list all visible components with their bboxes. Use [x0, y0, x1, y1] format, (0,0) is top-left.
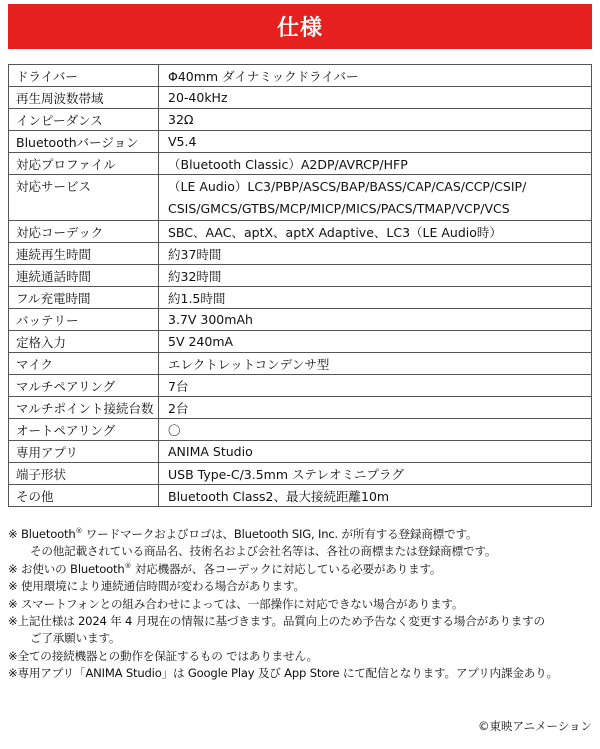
- spec-label: Bluetoothバージョン: [9, 131, 159, 153]
- spec-label: マルチポイント接続台数: [9, 397, 159, 419]
- spec-value: 32Ω: [159, 109, 592, 131]
- spec-header: [8, 4, 592, 49]
- spec-label: 対応プロファイル: [9, 153, 159, 175]
- spec-row: [9, 109, 592, 131]
- spec-value-line: CSIS/GMCS/GTBS/MCP/MICP/MICS/PACS/TMAP/VCP/VCS: [168, 200, 510, 216]
- spec-value: [159, 175, 592, 221]
- footnote-text: ※ Bluetooth: [8, 527, 76, 541]
- footnote: その他記載されている商品名、技術名および会社名等は、各社の商標または登録商標です。: [30, 544, 497, 559]
- spec-value: 7台: [159, 375, 592, 397]
- spec-label: マルチペアリング: [9, 375, 159, 397]
- spec-value: V5.4: [159, 131, 592, 153]
- spec-value: 約37時間: [159, 243, 592, 265]
- spec-row: [9, 87, 592, 109]
- spec-label: 対応コーデック: [9, 221, 159, 243]
- spec-label: 連続通話時間: [9, 265, 159, 287]
- spec-row: [9, 65, 592, 87]
- footnotes: [8, 526, 598, 683]
- spec-row: [9, 243, 592, 265]
- spec-label: バッテリー: [9, 309, 159, 331]
- footnote: ※専用アプリ「ANIMA Studio」は Google Play 及び App Store にて配信となります。アプリ内課金あり。: [8, 666, 558, 681]
- spec-row: [9, 131, 592, 153]
- spec-value: Φ40mm ダイナミックドライバー: [159, 65, 592, 87]
- spec-value: 5V 240mA: [159, 331, 592, 353]
- footnote-text: ワードマークおよびロゴは、Bluetooth SIG, Inc. が所有する登録商標です。: [82, 527, 478, 541]
- spec-value: エレクトレットコンデンサ型: [159, 353, 592, 375]
- footnote: ご了承願います。: [30, 631, 121, 646]
- registered-mark: ®: [75, 527, 83, 536]
- footnote: [8, 526, 598, 543]
- spec-value: （Bluetooth Classic）A2DP/AVRCP/HFP: [159, 153, 592, 175]
- spec-label: インピーダンス: [9, 109, 159, 131]
- footnote-text: ※ お使いの Bluetooth: [8, 561, 125, 576]
- spec-row: [9, 287, 592, 309]
- spec-value: 約32時間: [159, 265, 592, 287]
- spec-row: [9, 463, 592, 485]
- spec-value: SBC、AAC、aptX、aptX Adaptive、LC3（LE Audio時）: [159, 221, 592, 243]
- footnote: [8, 561, 598, 578]
- spec-value: USB Type-C/3.5mm ステレオミニプラグ: [159, 463, 592, 485]
- spec-label: オートペアリング: [9, 419, 159, 441]
- spec-row: [9, 175, 592, 221]
- spec-row: [9, 265, 592, 287]
- spec-row: [9, 153, 592, 175]
- spec-value: 20-40kHz: [159, 87, 592, 109]
- spec-row: [9, 485, 592, 507]
- spec-row: [9, 221, 592, 243]
- spec-row: [9, 331, 592, 353]
- spec-label: 対応サービス: [9, 175, 159, 221]
- footnote: ※ 使用環境により連続通信時間が変わる場合があります。: [8, 579, 305, 594]
- spec-label: 定格入力: [9, 331, 159, 353]
- spec-row: [9, 309, 592, 331]
- spec-label: マイク: [9, 353, 159, 375]
- spec-value: 約1.5時間: [159, 287, 592, 309]
- spec-label: 端子形状: [9, 463, 159, 485]
- footnote: ※ スマートフォンとの組み合わせによっては、一部操作に対応できない場合があります。: [8, 596, 464, 611]
- spec-label: 再生周波数帯域: [9, 87, 159, 109]
- spec-value: Bluetooth Class2、最大接続距離10m: [159, 485, 592, 507]
- registered-mark: ®: [124, 561, 132, 570]
- spec-value: ANIMA Studio: [159, 441, 592, 463]
- spec-label: 専用アプリ: [9, 441, 159, 463]
- spec-value: 2台: [159, 397, 592, 419]
- page-title: 仕様: [276, 16, 323, 41]
- spec-row: [9, 375, 592, 397]
- footnote-text: 対応機器が、各コーデックに対応している必要があります。: [131, 561, 442, 576]
- spec-row: [9, 419, 592, 441]
- spec-row: [9, 353, 592, 375]
- spec-value: 3.7V 300mAh: [159, 309, 592, 331]
- copyright-text: ©東映アニメーション: [478, 719, 592, 733]
- footnote: ※全ての接続機器との動作を保証するもの ではありません。: [8, 648, 318, 663]
- spec-label: その他: [9, 485, 159, 507]
- spec-value: 〇: [159, 419, 592, 441]
- footnote: ※上記仕様は 2024 年 4 月現在の情報に基づきます。品質向上のため予告なく変更する場合がありますの: [8, 614, 545, 629]
- spec-row: [9, 441, 592, 463]
- spec-label: 連続再生時間: [9, 243, 159, 265]
- spec-row: [9, 397, 592, 419]
- spec-table: [8, 64, 592, 507]
- spec-label: フル充電時間: [9, 287, 159, 309]
- spec-value-line: （LE Audio）LC3/PBP/ASCS/BAP/BASS/CAP/CAS/CCP/CSIP/: [168, 179, 527, 194]
- spec-label: ドライバー: [9, 65, 159, 87]
